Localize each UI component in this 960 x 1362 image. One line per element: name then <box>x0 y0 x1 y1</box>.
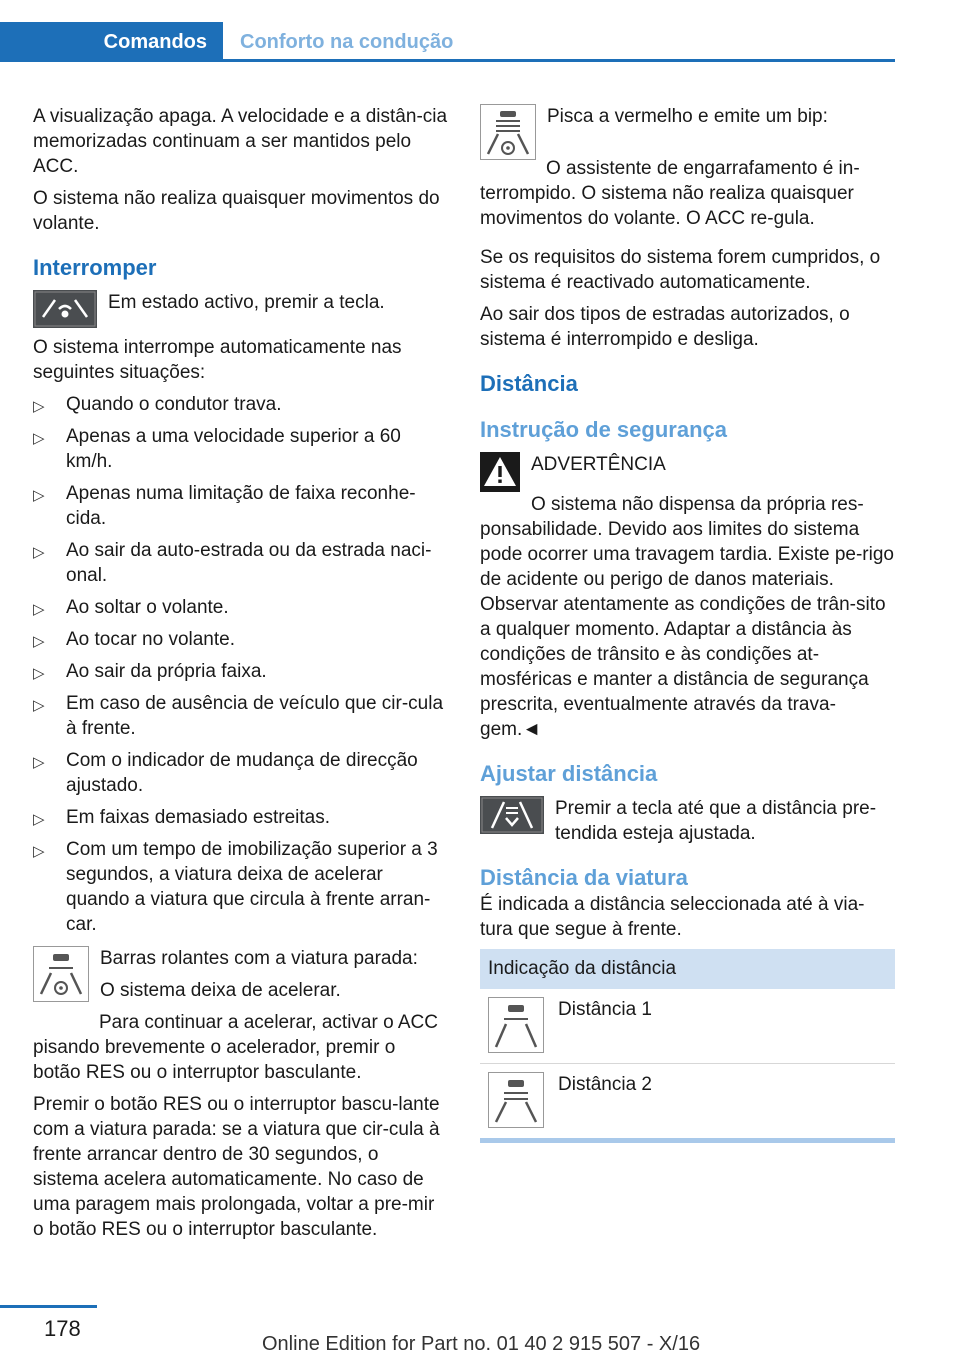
distance-2-icon <box>488 1072 544 1128</box>
distance-button-icon <box>480 796 544 834</box>
list-item: ▷ Em caso de ausência de veículo que cir‐cula à frente. <box>33 693 444 739</box>
distance-indication-table <box>480 949 895 1143</box>
left-column <box>33 104 448 1249</box>
button-figure <box>33 290 448 328</box>
paragraph: O sistema não realiza quaisquer movimentos do volante. <box>33 188 440 234</box>
red-warning-figure <box>480 104 895 160</box>
paragraph: Premir o botão RES ou o interruptor bascu‐lante com a viatura parada: se a viatura que cir‐cula à frente arrancar dentro de 30 segundos, o sistema acelera automaticamente. No caso de uma paragem mais prolongada, voltar a pre‐mir o botão RES ou o interruptor basculante. <box>33 1094 440 1240</box>
lane-assist-warning-icon <box>480 104 536 160</box>
paragraph: O assistente de engarrafamento é in‐terrompido. O sistema não realiza quaisquer movimentos do volante. O ACC re‐gula. <box>480 158 860 229</box>
heading-instrucao-seguranca: Instrução de segurança <box>480 417 727 442</box>
list-item: ▷ Ao sair da própria faixa. <box>33 659 448 684</box>
chapter-tab-bar <box>0 22 895 62</box>
warning-block <box>480 452 895 492</box>
table-row <box>480 989 895 1064</box>
list-item: ▷ Apenas a uma velocidade superior a 60 km/h. <box>33 426 401 472</box>
paragraph: Se os requisitos do sistema forem cumpridos, o sistema é reactivado automaticamente. <box>480 247 881 293</box>
lane-bars-figure <box>33 946 448 1010</box>
distance-button-figure <box>480 796 895 846</box>
heading-distancia-viatura: Distância da viatura <box>480 865 688 890</box>
table-cell: Distância 1 <box>558 999 652 1020</box>
bullet-triangle-icon: ▷ <box>33 843 45 860</box>
bullet-triangle-icon: ▷ <box>33 811 45 828</box>
figure-caption: O sistema deixa de acelerar. <box>100 980 341 1001</box>
paragraph: É indicada a distância seleccionada até à via‐tura que segue à frente. <box>480 894 865 940</box>
table-header: Indicação da distância <box>480 949 895 989</box>
table-row <box>480 1064 895 1138</box>
list-item: ▷ Com um tempo de imobilização superior a 3 segundos, a viatura deixa de acelerar quando a viatura que circula à frente arran‐car. <box>33 839 438 935</box>
paragraph: Para continuar a acelerar, activar o ACC pisando brevemente o acelerador, premir o botão RES ou o interruptor basculante. <box>33 1012 439 1083</box>
table-cell: Distância 2 <box>558 1074 652 1095</box>
bullet-triangle-icon: ▷ <box>33 487 45 504</box>
list-item: ▷ Apenas numa limitação de faixa reconhe‐cida. <box>33 483 416 529</box>
footer-rule <box>0 1305 97 1308</box>
figure-caption: Pisca a vermelho e emite um bip: <box>547 106 828 127</box>
list-item: ▷ Com o indicador de mudança de direcção ajustado. <box>33 750 418 796</box>
bullet-triangle-icon: ▷ <box>33 633 45 650</box>
lane-assist-steering-icon <box>33 946 89 1002</box>
bullet-triangle-icon: ▷ <box>33 601 45 618</box>
figure-caption: Barras rolantes com a viatura parada: <box>100 948 418 969</box>
warning-text: O sistema não dispensa da própria res‐ponsabilidade. Devido aos limites do sistema pode ocorrer uma travagem tardia. Existe pe‐rigo de acidente ou perigo de danos materiais. Observar atentamente as condições de trân‐sito a qualquer momento. Adaptar a distância às condições de trânsito e às condições at‐mosféricas e manter a distância de segurança prescrita, eventualmente através da trava‐gem.◄ <box>480 494 894 740</box>
bullet-triangle-icon: ▷ <box>33 398 45 415</box>
paragraph: O sistema interrompe automaticamente nas seguintes situações: <box>33 337 402 383</box>
list-item: ▷ Quando o condutor trava. <box>33 392 448 417</box>
bullet-triangle-icon: ▷ <box>33 697 45 714</box>
interrupt-conditions-list <box>33 392 448 937</box>
paragraph: A visualização apaga. A velocidade e a distân‐cia memorizadas continuam a ser mantidos pelo ACC. <box>33 106 448 177</box>
tab-comandos[interactable]: Comandos <box>0 22 223 59</box>
heading-ajustar-distancia: Ajustar distância <box>480 761 658 786</box>
acc-button-icon <box>33 290 97 328</box>
heading-distancia: Distância <box>480 371 578 396</box>
button-figure-text: Em estado activo, premir a tecla. <box>108 292 385 313</box>
list-item: ▷ Ao tocar no volante. <box>33 627 448 652</box>
bullet-triangle-icon: ▷ <box>33 430 45 447</box>
distance-1-icon <box>488 997 544 1053</box>
bullet-triangle-icon: ▷ <box>33 754 45 771</box>
list-item: ▷ Ao sair da auto-estrada ou da estrada naci‐onal. <box>33 540 432 586</box>
right-column <box>480 104 895 1143</box>
list-item: ▷ Ao soltar o volante. <box>33 595 448 620</box>
warning-triangle-icon <box>480 452 520 492</box>
warning-title: ADVERTÊNCIA <box>531 454 666 475</box>
paragraph: Ao sair dos tipos de estradas autorizados, o sistema é interrompido e desliga. <box>480 304 850 350</box>
list-item: ▷ Em faixas demasiado estreitas. <box>33 805 448 830</box>
tab-conforto[interactable]: Conforto na condução <box>240 31 454 53</box>
heading-interromper: Interromper <box>33 255 157 280</box>
distance-button-text: Premir a tecla até que a distância pre‐tendida esteja ajustada. <box>555 798 877 844</box>
bullet-triangle-icon: ▷ <box>33 665 45 682</box>
page-number: 178 <box>44 1316 81 1341</box>
bullet-triangle-icon: ▷ <box>33 544 45 561</box>
edition-note: Online Edition for Part no. 01 40 2 915 507 - X/16 <box>262 1333 701 1355</box>
